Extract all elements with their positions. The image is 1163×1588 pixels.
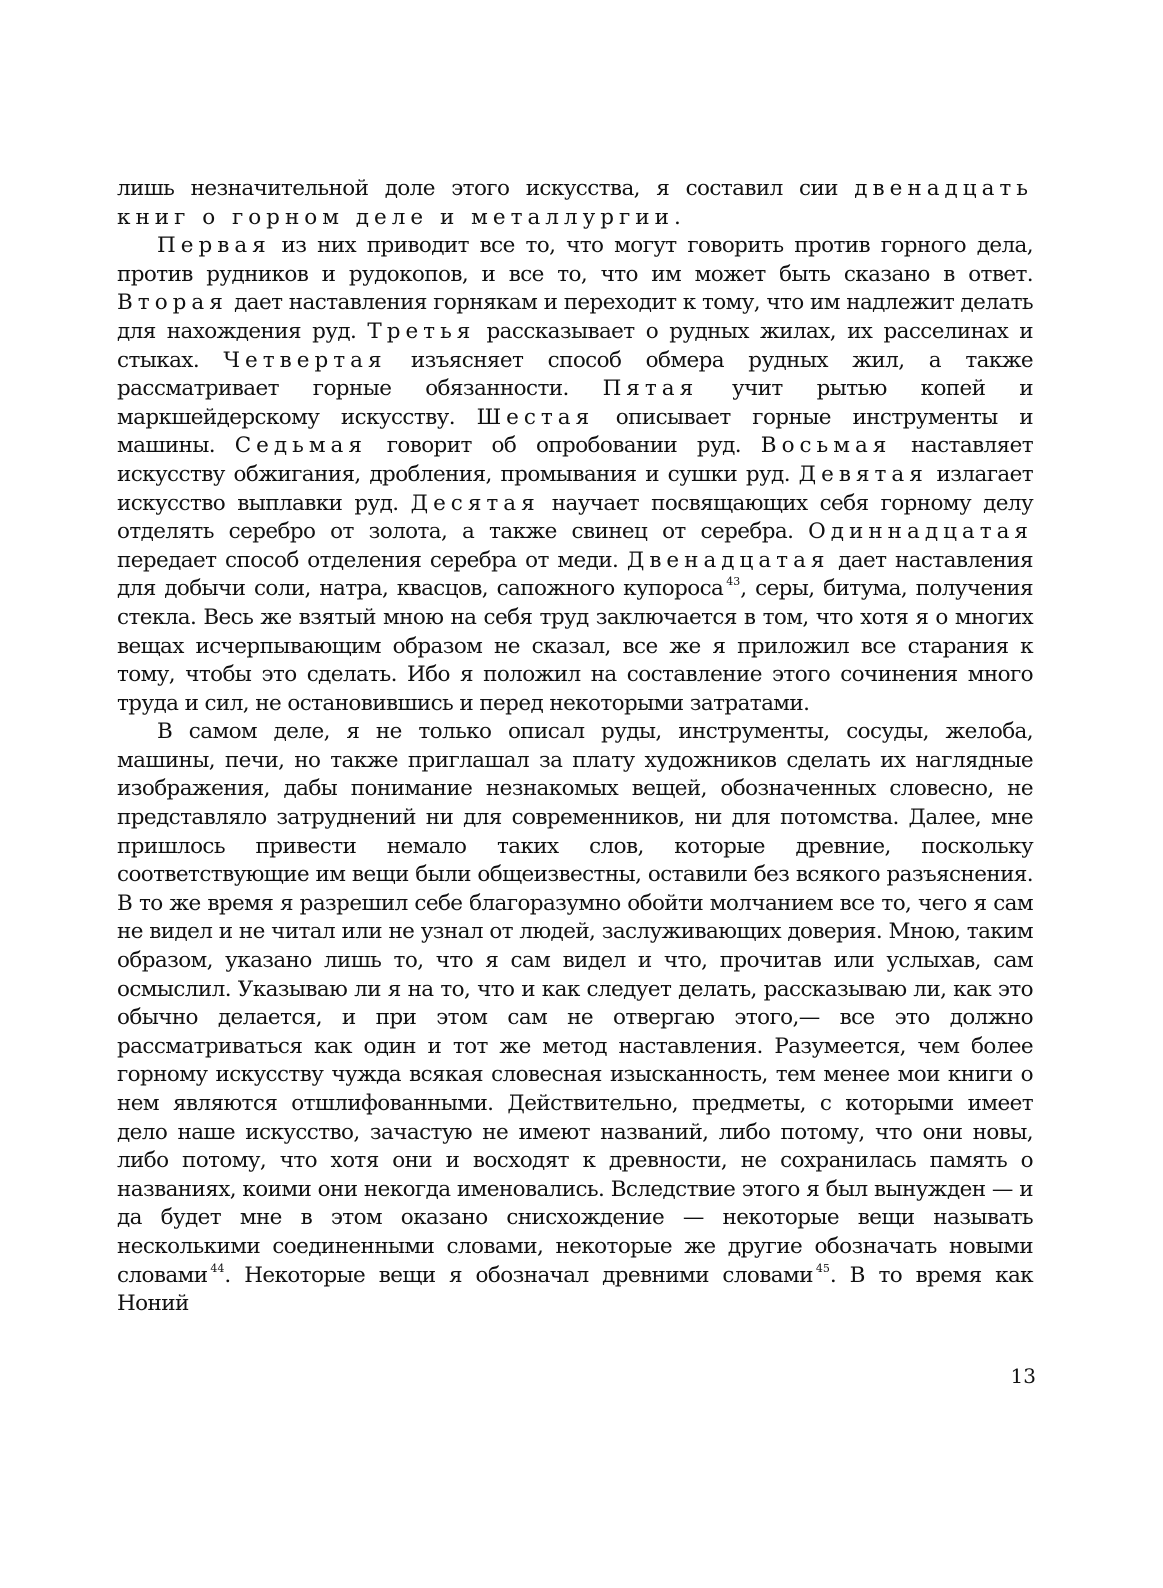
- text-run: передает способ отделения серебра от меди.: [117, 547, 627, 573]
- text-run: учит рытью копей и маркшейдерскому искусству.: [117, 376, 1033, 430]
- text-run: из них приводит все то, что могут говорить против горного дела, против рудников и рудокопов, и все то, что им может быть сказано в ответ.: [117, 233, 1033, 287]
- text-run: излагает искусство выплавки руд.: [117, 461, 1033, 516]
- emphasized-word: Восьмая: [760, 433, 892, 459]
- emphasized-title: двенадцать книг о горном деле и металлургии: [117, 176, 1033, 230]
- text-run: дает наставления для добычи соли, натра, квасцов, сапожного купороса: [117, 547, 1033, 602]
- emphasized-word: Двенадцатая: [626, 547, 830, 573]
- text-run: говорит об опробовании руд.: [366, 433, 761, 459]
- footnote-marker: 44: [210, 1261, 225, 1275]
- text-run: лишь незначительной доле этого искусства, я составил сии: [117, 176, 855, 201]
- emphasized-word: Седьмая: [234, 433, 367, 459]
- text-run: научает посвящающих себя горному делу отделять серебро от золота, а также свинец от серебра.: [117, 490, 1033, 545]
- emphasized-word: Первая: [157, 233, 271, 259]
- emphasized-word: Третья: [367, 318, 476, 344]
- paragraph-book-contents: [117, 232, 1033, 718]
- footnote-marker: 43: [726, 575, 741, 589]
- emphasized-word: Четвертая: [223, 347, 387, 373]
- emphasized-word: Девятая: [798, 461, 928, 487]
- text-run: . Некоторые вещи я обозначал древними словами: [224, 1262, 813, 1288]
- text-run: В самом деле, я не только описал руды, инструменты, сосуды, желоба, машины, печи, но также приглашал за плату художников сделать их наглядные изображения, дабы понимание незнакомых вещей, обозначенных словесно, не представляло затруднений ни для современников, ни для потомства. Далее, мне пришлось привести немало таких слов, которые древние, поскольку соответствующие им вещи были общеизвестны, оставили без всякого разъяснения. В то же время я разрешил себе благоразумно обойти молчанием все то, чего я сам не видел и не читал или не узнал от людей, заслуживающих доверия. Мною, таким образом, указано лишь то, что я сам видел и что, прочитав или услыхав, сам осмыслил. Указываю ли я на то, что и как следует делать, рассказываю ли, как это обычно делается, и при этом сам не отвергаю этого,— все это должно рассматриваться как один и тот же метод наставления. Разумеется, чем более горному искусству чужда всякая словесная изысканность, тем менее мои книги о нем являются отшлифованными. Действительно, предметы, с которыми имеет дело наше искусство, зачастую не имеют названий, либо потому, что они новы, либо потому, что хотя они и восходят к древности, не сохранилась память о названиях, коими они некогда именовались. Вследствие этого я был вынужден — и да будет мне в этом оказано снисхождение — некоторые вещи называть несколькими соединенными словами, некоторые же другие обозначать новыми словами: [117, 719, 1033, 1288]
- body-text: [117, 175, 1033, 1319]
- emphasized-word: Одиннадцатая: [808, 519, 1033, 545]
- text-run: описывает горные инструменты и машины.: [117, 404, 1033, 459]
- text-run: дает наставления горнякам и переходит к тому, что им надлежит делать для нахождения руд.: [117, 290, 1033, 344]
- text-run: изъясняет способ обмера рудных жил, а также рассматривает горные обязанности.: [117, 347, 1033, 402]
- emphasized-word: Десятая: [410, 490, 540, 516]
- page-number: 13: [1010, 1364, 1036, 1388]
- text-run: . В то время как Ноний: [117, 1262, 1033, 1317]
- emphasized-word: Пятая: [602, 376, 699, 402]
- footnote-marker: 45: [815, 1261, 830, 1275]
- text-run: , серы, битума, получения стекла. Весь же взятый мною на себя труд заключается в том, что хотя я о многих вещах исчерпывающим образом не сказал, все же я приложил все старания к тому, чтобы это сделать. Ибо я положил на составление этого сочинения много труда и сил, не остановившись и перед некоторыми затратами.: [117, 576, 1033, 716]
- text-run: .: [673, 204, 681, 230]
- emphasized-word: Вторая: [117, 290, 228, 316]
- text-run: наставляет искусству обжигания, дробления, промывания и сушки руд.: [117, 433, 1033, 487]
- emphasized-word: Шестая: [476, 404, 595, 430]
- paragraph-continuation: [117, 175, 1033, 232]
- text-run: рассказывает о рудных жилах, их расселинах и стыках.: [117, 318, 1033, 373]
- paragraph-method: [117, 718, 1033, 1318]
